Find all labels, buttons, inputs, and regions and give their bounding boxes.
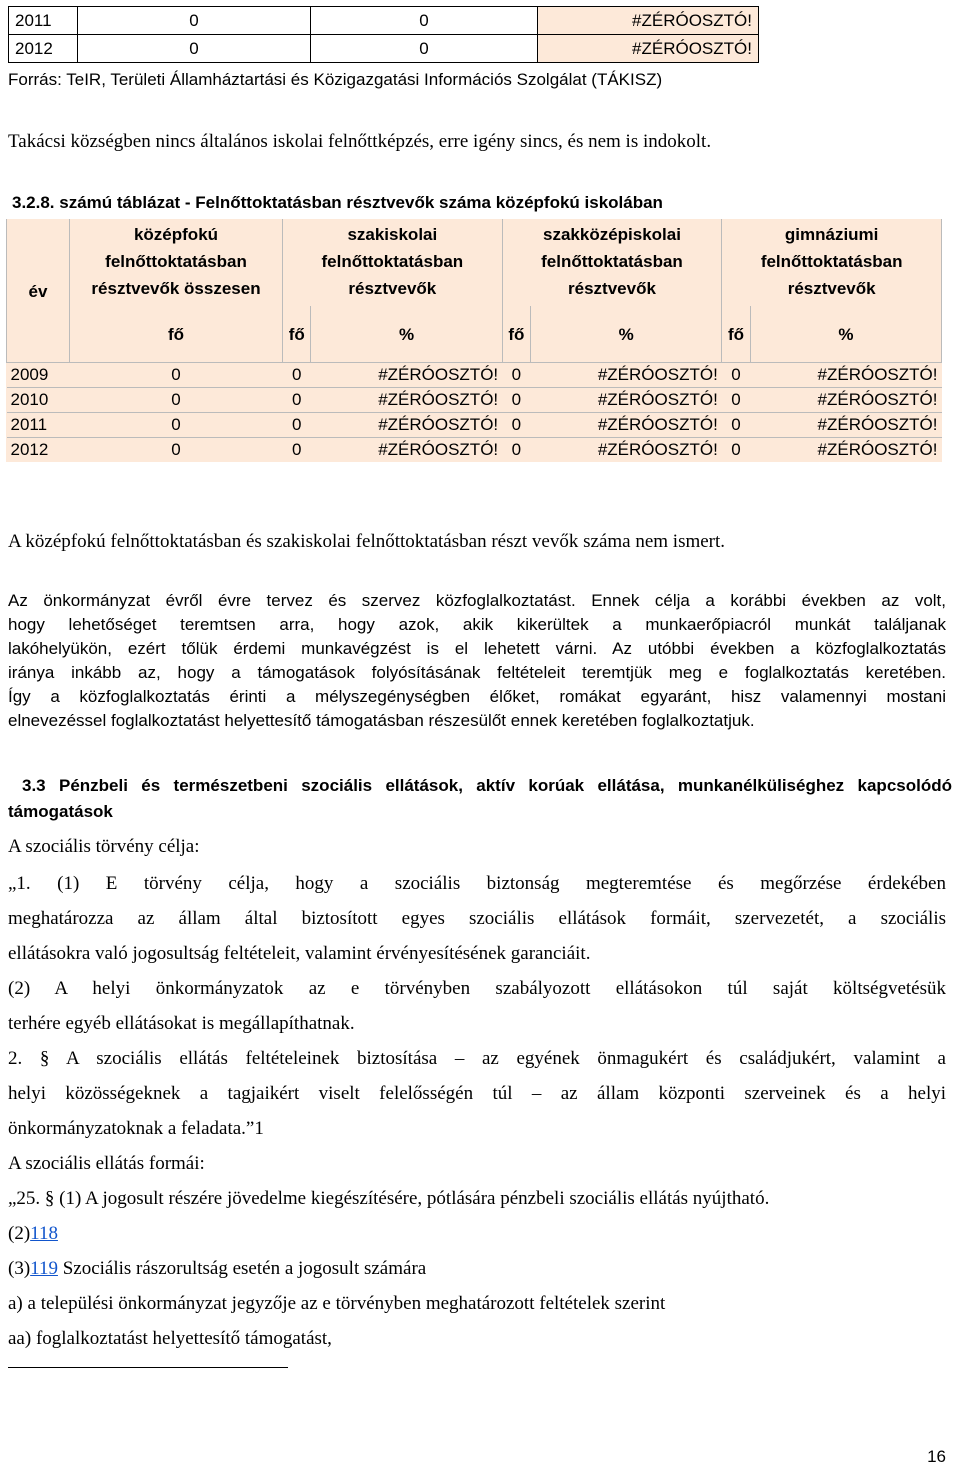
header-line: gimnáziumi [784, 225, 879, 244]
unit-header: % [311, 306, 502, 363]
section-heading-line [8, 773, 952, 799]
header-secondary-vocational [502, 219, 722, 306]
unit-header: fő [502, 306, 530, 363]
table-cell: 2012 [9, 35, 78, 63]
value-cell: 0 [283, 413, 311, 438]
value-cell: 0 [722, 388, 750, 413]
section-heading [8, 773, 952, 825]
header-line: szakiskolai [347, 225, 438, 244]
value-cell: #ZÉRÓOSZTÓ! [531, 413, 722, 438]
forms-title: A szociális ellátás formái: [8, 1153, 205, 1174]
value-cell: #ZÉRÓOSZTÓ! [531, 438, 722, 463]
law-line: „1. (1) E törvény célja, hogy a szociális biztonság megteremtése és megőrzése érdekében [8, 873, 946, 894]
table-caption: 3.2.8. számú táblázat - Felnőttoktatásban résztvevők száma középfokú iskolában [12, 193, 663, 212]
law-line: (2) A helyi önkormányzatok az e törvényben szabályozott ellátásokon túl saját költségvetésük [8, 978, 946, 999]
value-cell: 0 [502, 413, 530, 438]
value-cell: 0 [70, 438, 283, 463]
footnote-link-118[interactable]: 118 [30, 1223, 58, 1244]
footnote-link-119[interactable]: 119 [30, 1258, 58, 1279]
value-cell: #ZÉRÓOSZTÓ! [531, 388, 722, 413]
law-line [8, 1216, 946, 1251]
header-secondary-total [70, 219, 283, 306]
law-line: aa) foglalkoztatást helyettesítő támogatást, [8, 1328, 332, 1349]
value-cell: 0 [722, 438, 750, 463]
value-cell: 0 [70, 363, 283, 388]
value-cell: #ZÉRÓOSZTÓ! [750, 438, 941, 463]
unknown-participants-note: A középfokú felnőttoktatásban és szakiskolai felnőttoktatásban részt vevők száma nem ismert. [8, 531, 726, 552]
header-line: felnőttoktatásban [321, 252, 464, 271]
header-line: szakközépiskolai [543, 225, 681, 244]
law-line: önkormányzatoknak a feladata.”1 [8, 1118, 264, 1139]
table-cell: #ZÉRÓOSZTÓ! [538, 7, 759, 35]
value-cell: 0 [70, 413, 283, 438]
value-cell: 0 [283, 388, 311, 413]
table-cell: 2011 [9, 7, 78, 35]
law-line: helyi közösségeknek a tagjaikért viselt felelősségén túl – az állam központi szerveinek és a helyi [8, 1083, 946, 1104]
header-line: résztvevők [568, 279, 656, 298]
table-cell: 0 [311, 7, 538, 35]
table-row [7, 363, 942, 388]
value-cell: #ZÉRÓOSZTÓ! [531, 363, 722, 388]
paragraph-line: Így a közfoglalkoztatás érinti a mélyszegénységben élőket, romákat egyaránt, hisz valamennyi mostani [8, 687, 946, 706]
year-cell: 2011 [7, 413, 70, 438]
purpose-title: A szociális törvény célja: [8, 836, 200, 857]
top-table-row [9, 35, 759, 63]
paragraph-line: Az önkormányzat évről évre tervez és szervez közfoglalkoztatást. Ennek célja a korábbi években az volt, [8, 591, 946, 610]
paragraph-line: lakóhelyükön, ezért tőlük érdemi munkavégzést is el lehetett várni. Az utóbbi években a közfoglalkoztatás [8, 639, 946, 658]
law-line: a) a települési önkormányzat jegyzője az e törvényben meghatározott feltételek szerint [8, 1293, 666, 1314]
value-cell: 0 [283, 438, 311, 463]
year-cell: 2010 [7, 388, 70, 413]
value-cell: 0 [722, 363, 750, 388]
header-line: résztvevők [348, 279, 437, 298]
source-note: Forrás: TeIR, Területi Államháztartási és Közigazgatási Információs Szolgálat (TÁKISZ) [8, 70, 663, 89]
law-line: meghatározza az állam által biztosított egyes szociális ellátások formáit, szervezetét, a szociális [8, 908, 946, 929]
value-cell: #ZÉRÓOSZTÓ! [311, 388, 502, 413]
value-cell: #ZÉRÓOSZTÓ! [750, 388, 941, 413]
top-table-row [9, 7, 759, 35]
public-work-paragraph [8, 589, 946, 733]
law-paragraph-number: (2) [8, 1223, 31, 1244]
section-title: Pénzbeli és természetbeni szociális ellátások, aktív korúak ellátása, munkanélküliséghez kapcsolódó [59, 776, 952, 795]
table-cell: #ZÉRÓOSZTÓ! [538, 35, 759, 63]
header-line: felnőttoktatásban [541, 252, 683, 271]
table-cell: 0 [311, 35, 538, 63]
law-quote [8, 866, 946, 1356]
value-cell: 0 [70, 388, 283, 413]
table-row [7, 388, 942, 413]
value-cell: #ZÉRÓOSZTÓ! [750, 363, 941, 388]
header-line: felnőttoktatásban [760, 252, 903, 271]
law-paragraph-number: (3) [8, 1258, 31, 1279]
law-line-text: Szociális rászorultság esetén a jogosult számára [57, 1258, 427, 1279]
year-header: év [7, 219, 70, 363]
unit-header: % [750, 306, 941, 363]
section-heading-line2: támogatások [8, 802, 113, 821]
value-cell: 0 [722, 413, 750, 438]
header-line: résztvevők összesen [91, 279, 261, 298]
law-line: ellátásokra való jogosultság feltételeit, valamint érvényesítésének garanciáit. [8, 943, 591, 964]
section-number: 3.3 [22, 776, 46, 795]
unit-header: % [531, 306, 722, 363]
paragraph-line: iránya inkább az, hogy a támogatások folyósításának feltételeit teremtjük meg e foglalkoztatás keretében. [8, 663, 946, 682]
table-row [7, 438, 942, 463]
header-grammar [722, 219, 942, 306]
value-cell: 0 [502, 438, 530, 463]
value-cell: #ZÉRÓOSZTÓ! [311, 438, 502, 463]
value-cell: #ZÉRÓOSZTÓ! [750, 413, 941, 438]
value-cell: #ZÉRÓOSZTÓ! [311, 363, 502, 388]
table-cell: 0 [78, 7, 311, 35]
paragraph-line: hogy lehetőséget teremtsen arra, hogy azok, akik kikerültek a munkaerőpiacról munkát találjanak [8, 615, 946, 634]
header-line: felnőttoktatásban [105, 252, 247, 271]
header-vocational [283, 219, 503, 306]
page-number: 16 [927, 1447, 946, 1466]
unit-header: fő [283, 306, 311, 363]
value-cell: 0 [502, 363, 530, 388]
value-cell: 0 [502, 388, 530, 413]
year-cell: 2009 [7, 363, 70, 388]
adult-education-note: Takácsi községben nincs általános iskolai felnőttképzés, erre igény sincs, és nem is indokolt. [8, 131, 712, 152]
value-cell: #ZÉRÓOSZTÓ! [311, 413, 502, 438]
unit-header: fő [722, 306, 750, 363]
year-cell: 2012 [7, 438, 70, 463]
unit-header: fő [70, 306, 283, 363]
law-line: terhére egyéb ellátásokat is megállapíthatnak. [8, 1013, 355, 1034]
top-table-fragment [8, 6, 759, 63]
footnote-separator [8, 1367, 288, 1368]
law-line [8, 1251, 946, 1286]
value-cell: 0 [283, 363, 311, 388]
header-line: résztvevők [787, 279, 876, 298]
law-line: 2. § A szociális ellátás feltételeinek biztosítása – az egyének önmagukért és családjukért, valamint a [8, 1048, 946, 1069]
header-line: középfokú [133, 225, 219, 244]
paragraph-line: elnevezéssel foglalkoztatást helyettesítő támogatásban részesülőt ennek keretében foglalkoztatjuk. [8, 711, 755, 730]
table-cell: 0 [78, 35, 311, 63]
law-line: „25. § (1) A jogosult részére jövedelme kiegészítésére, pótlására pénzbeli szociális ellátás nyújtható. [8, 1188, 770, 1209]
table-row [7, 413, 942, 438]
participants-table [6, 219, 942, 462]
